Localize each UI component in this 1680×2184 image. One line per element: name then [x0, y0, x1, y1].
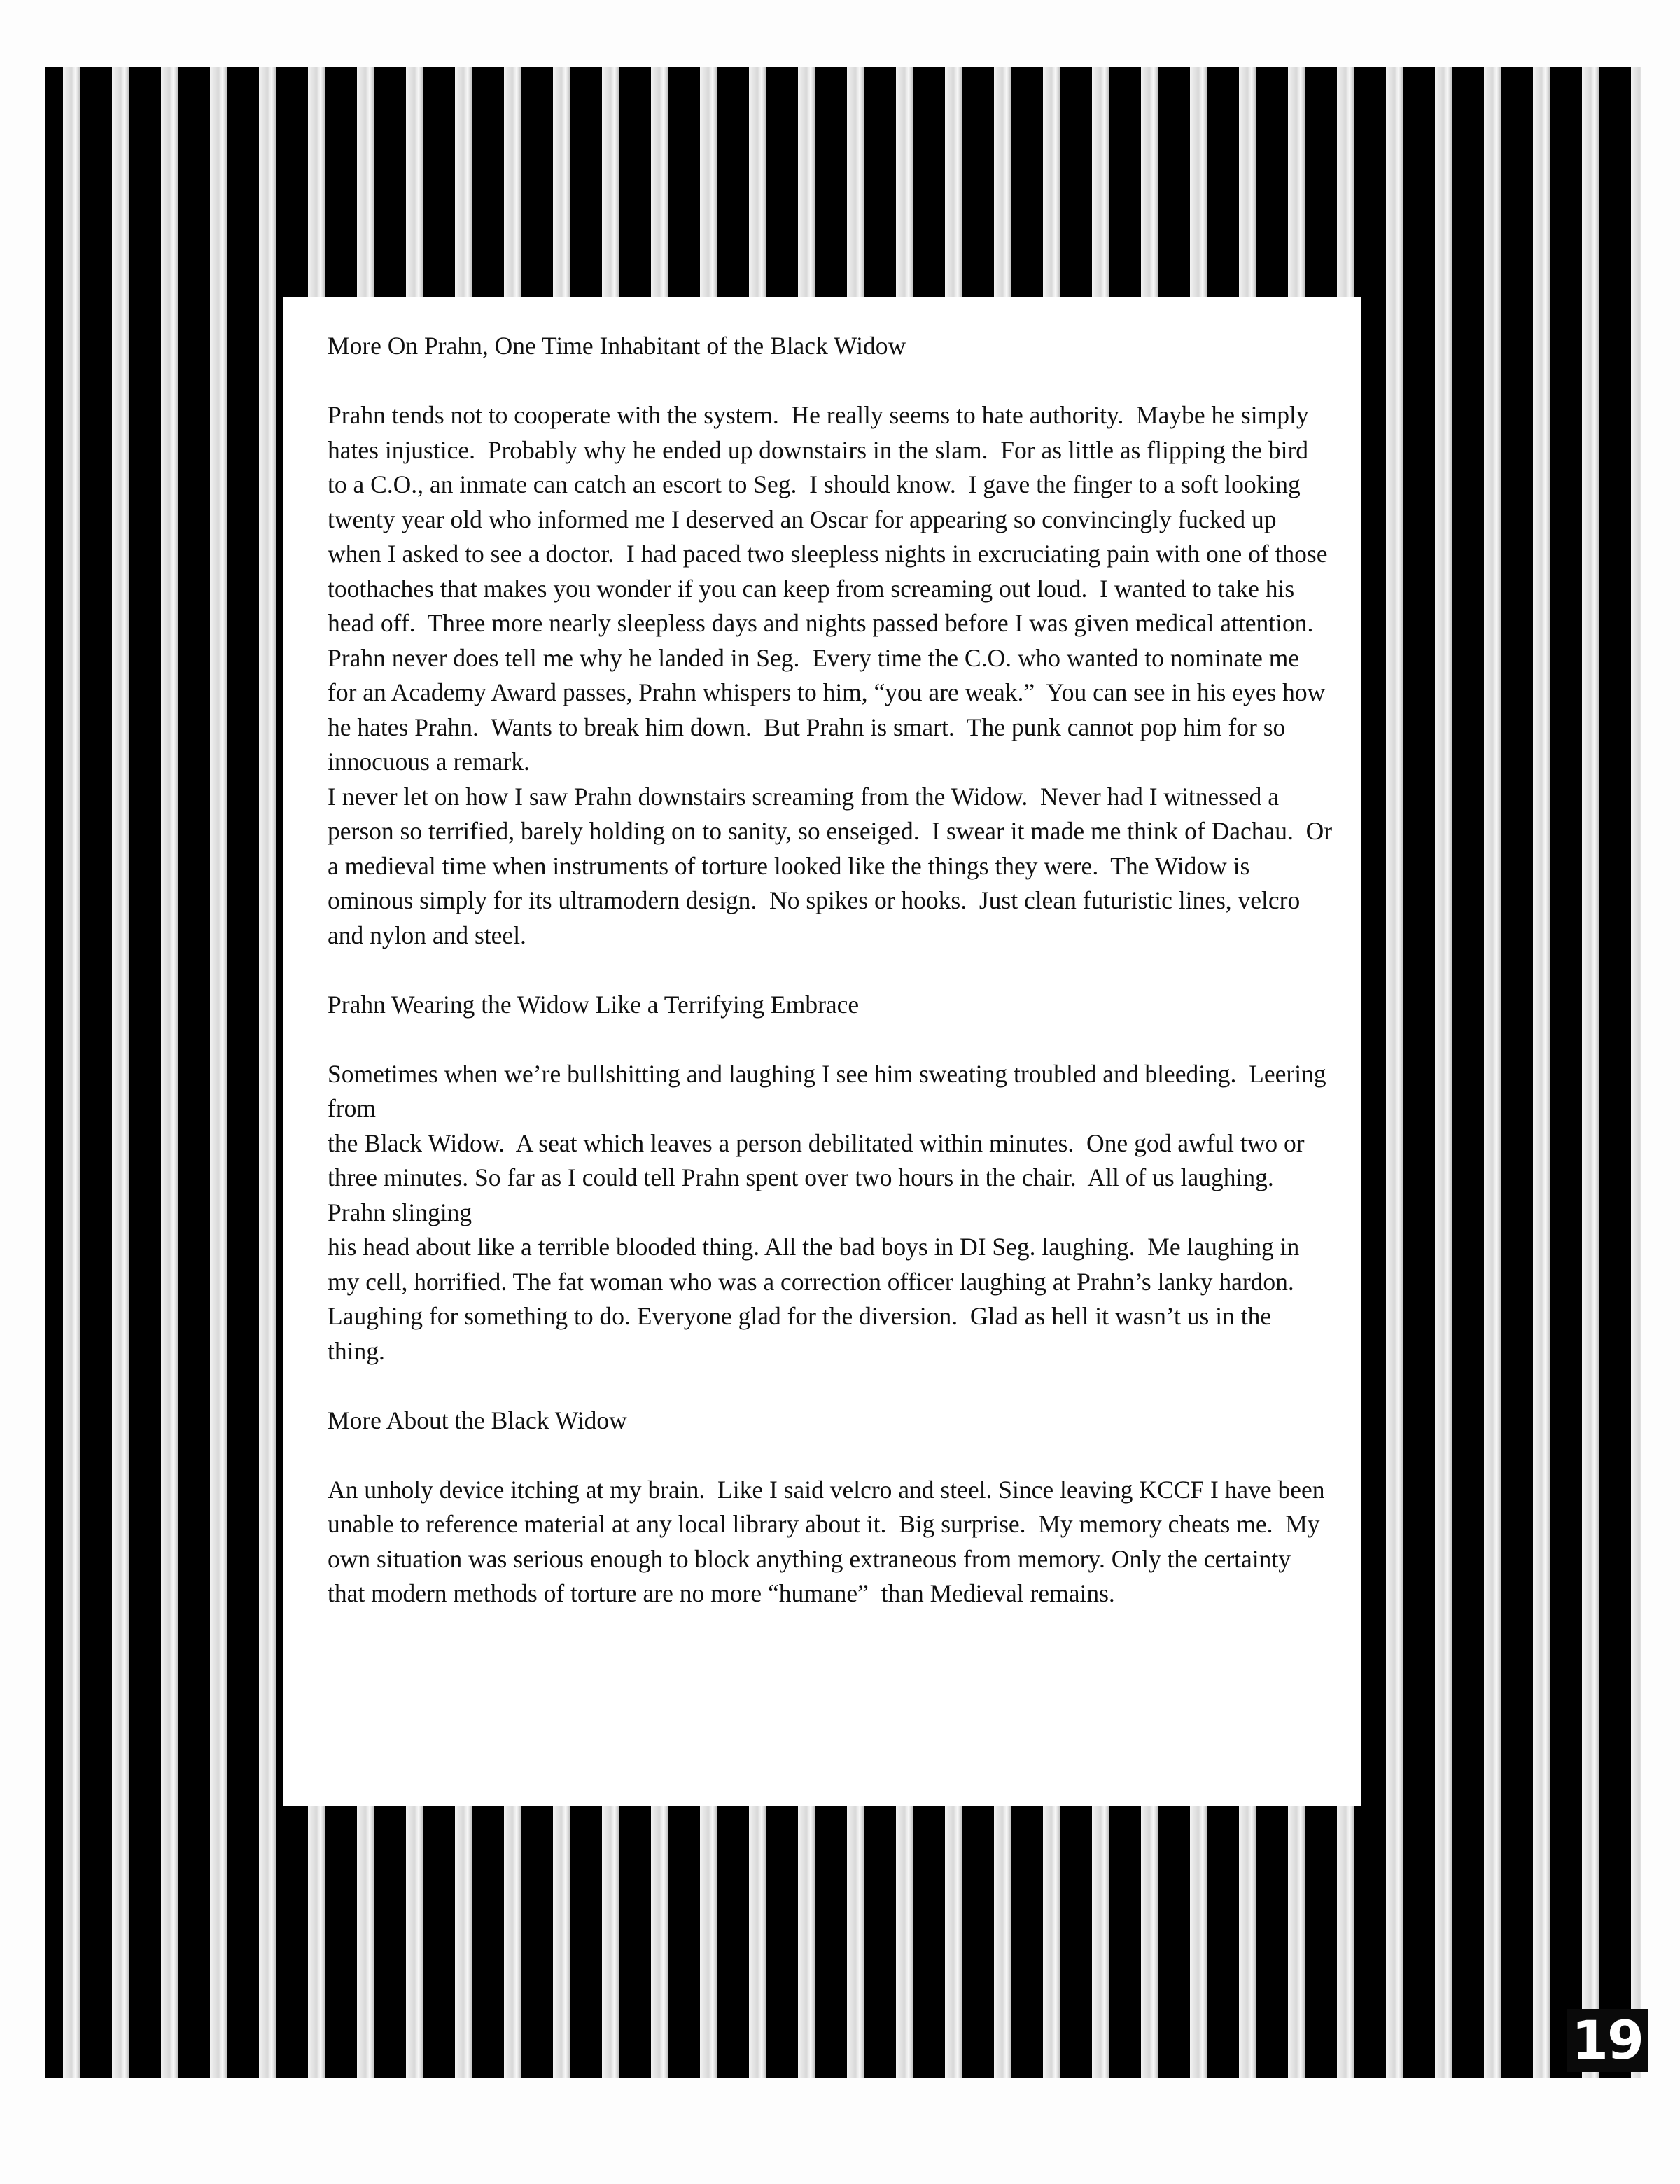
paragraph: Sometimes when we’re bullshitting and laughing I see him sweating troubled and bleeding. Leering from: [328, 1059, 1333, 1122]
paragraph: Prahn tends not to cooperate with the system. He really seems to hate authority. Maybe he simply hates injustice. Probably why he ended up downstairs in the slam. For as little as flipping the bird to a C.O., an inmate can catch an escort to Seg. I should know. I gave the finger to a soft looking twenty year old who informed me I deserved an Oscar for appearing so convincingly fucked up when I asked to see a doctor. I had paced two sleepless nights in excruciating pain with one of those toothaches that makes you wonder if you can keep from screaming out loud. I wanted to take his head off. Three more nearly sleepless days and nights passed before I was given medical attention.: [328, 401, 1334, 637]
page-number: 19: [1567, 2009, 1648, 2072]
article-text-box: [283, 297, 1361, 1806]
paragraph: I never let on how I saw Prahn downstairs screaming from the Widow. Never had I witnessed a person so terrified, barely holding on to sanity, so enseiged. I swear it made me think of Dachau. Or a medieval time when instruments of torture looked like the things they were. The Widow is ominous simply for its ultramodern design. No spikes or hooks. Just clean futuristic lines, velcro and nylon and steel.: [328, 782, 1338, 949]
section-heading-prahn: More On Prahn, One Time Inhabitant of the Black Widow: [328, 332, 906, 360]
section-spacer: [328, 953, 1333, 988]
paragraph: An unholy device itching at my brain. Like I said velcro and steel. Since leaving KCCF I have been unable to reference material at any local library about it. Big surprise. My memory cheats me. My own situation was serious enough to block anything extraneous from memory. Only the certainty that modern methods of torture are no more “humane” than Medieval remains.: [328, 1475, 1331, 1607]
section-heading-black-widow: More About the Black Widow: [328, 1406, 627, 1434]
paragraph: his head about like a terrible blooded thing. All the bad boys in DI Seg. laughing. Me laughing in my cell, horrified. The fat woman who was a correction officer laughing at Prahn’s lanky hardon. Laughing for something to do. Everyone glad for the diversion. Glad as hell it wasn’t us in the thing.: [328, 1233, 1307, 1365]
section-spacer: [328, 1368, 1333, 1404]
section-heading-widow-embrace: Prahn Wearing the Widow Like a Terrifying Embrace: [328, 990, 860, 1018]
paragraph: Prahn never does tell me why he landed in Seg. Every time the C.O. who wanted to nominate me for an Academy Award passes, Prahn whispers to him, “you are weak.” You can see in his eyes how he hates Prahn. Wants to break him down. But Prahn is smart. The punk cannot pop him for so innocuous a remark.: [328, 643, 1332, 776]
paragraph: the Black Widow. A seat which leaves a person debilitated within minutes. One god awful two or three minutes. So far as I could tell Prahn spent over two hours in the chair. All of us laughing. Prahn slinging: [328, 1128, 1311, 1226]
